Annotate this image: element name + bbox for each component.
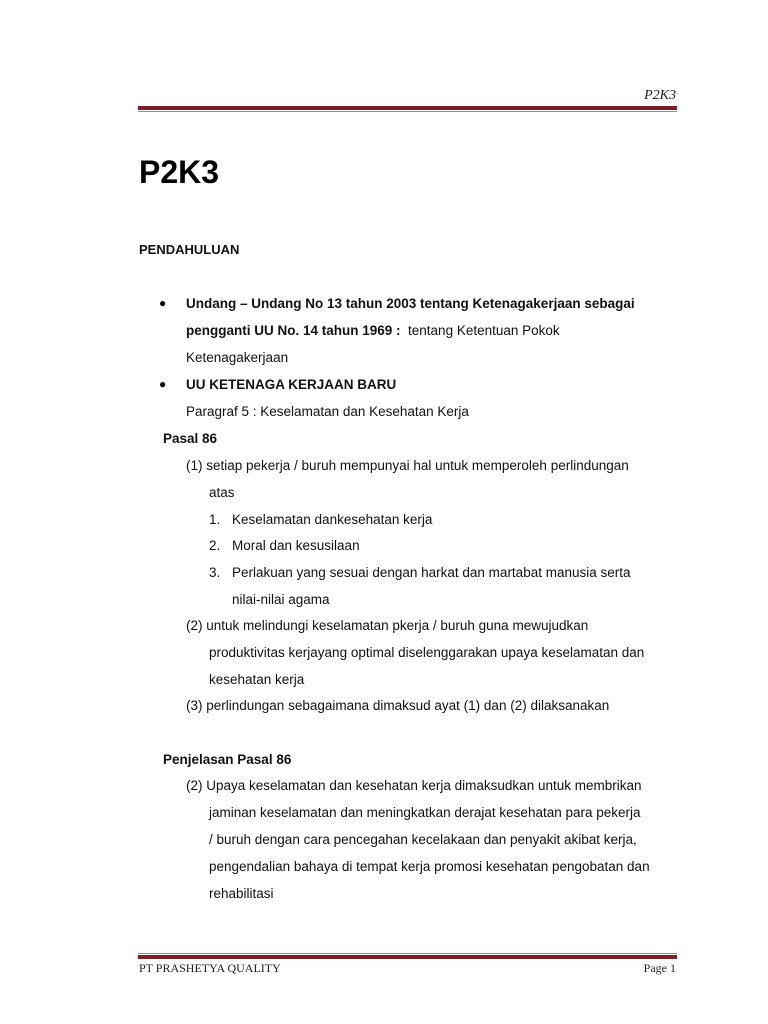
footer-rule [138, 955, 677, 959]
sub-item-number: 3. [209, 565, 221, 580]
bullet-1-line-1: Undang – Undang No 13 tahun 2003 tentang Ketenagakerjaan sebagai [186, 296, 635, 311]
pasal-item-1-line-1: (1) setiap pekerja / buruh mempunyai hal untuk memperoleh perlindungan [186, 458, 629, 473]
header-title: P2K3 [644, 88, 676, 103]
sub-item-2-text: Moral dan kesusilaan [232, 538, 360, 553]
footer-company: PT PRASHETYA QUALITY [139, 961, 281, 975]
footer-page-number: Page 1 [643, 961, 676, 975]
sub-item-1-text: Keselamatan dankesehatan kerja [232, 512, 433, 527]
header-rule [138, 106, 677, 110]
footer-rule-thin [138, 953, 677, 954]
penjelasan-line-5: rehabilitasi [209, 886, 274, 901]
document-title: P2K3 [139, 154, 220, 190]
pasal-item-2-line-1: (2) untuk melindungi keselamatan pkerja / buruh guna mewujudkan [186, 618, 589, 633]
sub-item-3-text: Perlakuan yang sesuai dengan harkat dan martabat manusia serta [232, 565, 631, 580]
sub-item-number: 2. [209, 538, 221, 553]
bullet-icon: ● [159, 296, 167, 310]
penjelasan-line-2: jaminan keselamatan dan meningkatkan derajat kesehatan para pekerja [209, 805, 641, 820]
bullet-2-line-1: UU KETENAGA KERJAAN BARU [186, 377, 397, 392]
bullet-icon: ● [159, 377, 167, 391]
pasal-heading: Pasal 86 [163, 431, 218, 446]
penjelasan-line-4: pengendalian bahaya di tempat kerja promosi kesehatan pengobatan dan [209, 859, 650, 874]
bullet-1-line-3: Ketenagakerjaan [186, 350, 289, 365]
bullet-2-line-2: Paragraf 5 : Keselamatan dan Kesehatan Kerja [186, 404, 469, 419]
bullet-1-line-2-normal: tentang Ketentuan Pokok [400, 323, 560, 338]
penjelasan-line-1: (2) Upaya keselamatan dan kesehatan kerja dimaksudkan untuk membrikan [186, 778, 642, 793]
section-heading: PENDAHULUAN [139, 242, 240, 257]
pasal-item-1-line-2: atas [209, 485, 235, 500]
sub-item-number: 1. [209, 512, 221, 527]
sub-item-3-continuation: nilai-nilai agama [232, 592, 330, 607]
header-rule-thin [138, 111, 677, 112]
penjelasan-line-3: / buruh dengan cara pencegahan kecelakaan dan penyakit akibat kerja, [209, 832, 637, 847]
penjelasan-heading: Penjelasan Pasal 86 [163, 752, 292, 767]
bullet-1-line-2 [186, 322, 560, 340]
pasal-item-2-line-2: produktivitas kerjayang optimal diselenggarakan upaya keselamatan dan [209, 645, 645, 660]
pasal-item-2-line-3: kesehatan kerja [209, 672, 305, 687]
pasal-item-3-line-1: (3) perlindungan sebagaimana dimaksud ayat (1) dan (2) dilaksanakan [186, 698, 610, 713]
bullet-1-line-2-bold: pengganti UU No. 14 tahun 1969 : [186, 323, 401, 338]
